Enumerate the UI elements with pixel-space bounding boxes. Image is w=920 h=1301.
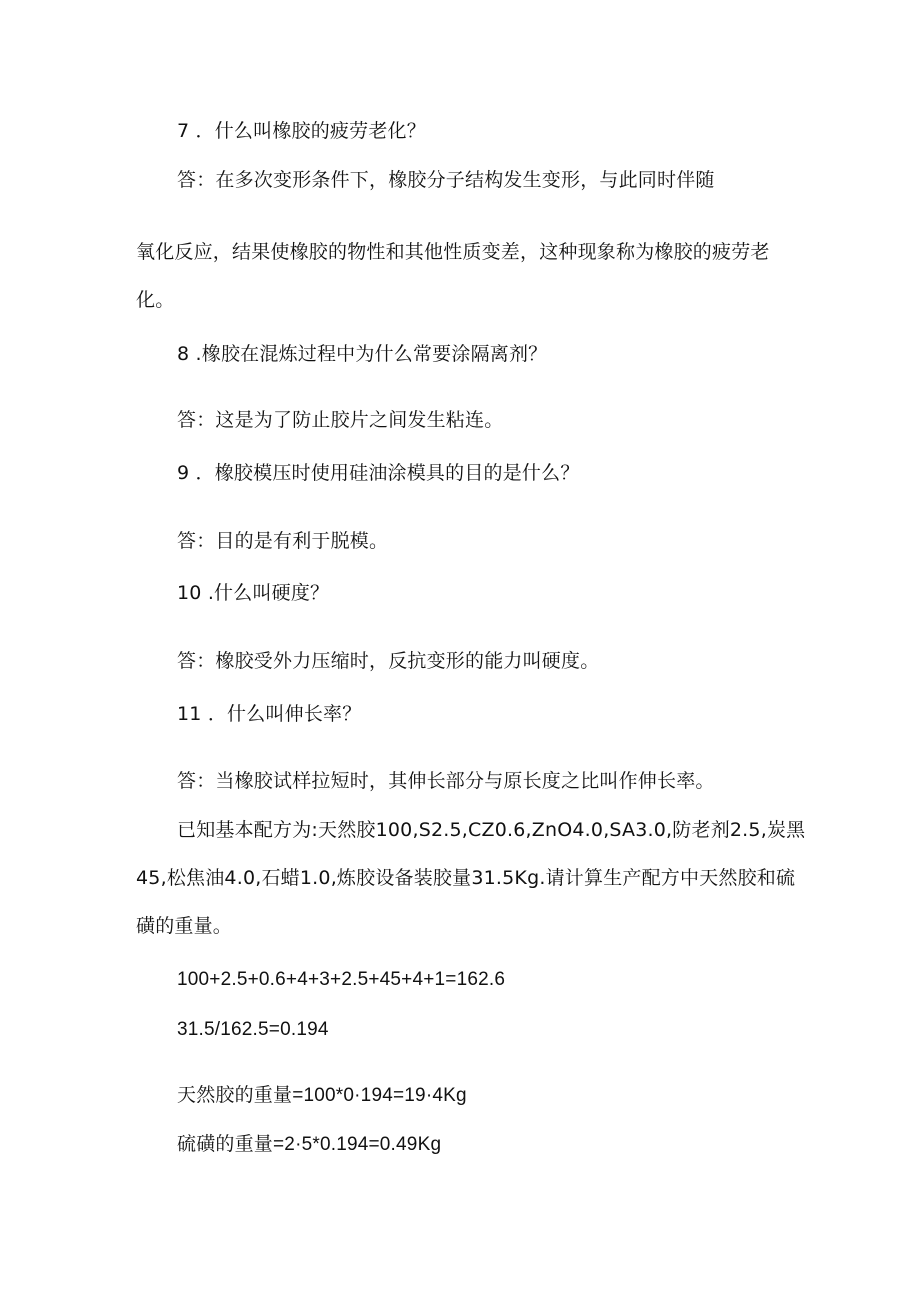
answer-11: 答：当橡胶试样拉短时，其伸长部分与原长度之比叫作伸长率。 <box>177 770 715 792</box>
problem-line-3: 磺的重量。 <box>136 915 233 937</box>
answer-7-line-2: 氧化反应，结果使橡胶的物性和其他性质变差，这种现象称为橡胶的疲劳老 <box>136 241 770 263</box>
question-7: 7 ．什么叫橡胶的疲劳老化？ <box>177 120 426 142</box>
answer-8: 答：这是为了防止胶片之间发生粘连。 <box>177 409 504 431</box>
question-10: 10 .什么叫硬度？ <box>177 582 330 604</box>
question-11: 11 ．什么叫伸长率？ <box>177 703 362 725</box>
problem-line-1: 已知基本配方为:天然胶100,S2.5,CZ0.6,ZnO4.0,SA3.0,防老剂2.5,炭黑 <box>177 819 806 841</box>
calc-sum: 100+2.5+0.6+4+3+2.5+45+4+1=162.6 <box>177 969 506 990</box>
calc-sulfur: 硫磺的重量=2·5*0.194=0.49Kg <box>177 1134 442 1155</box>
answer-9: 答：目的是有利于脱模。 <box>177 530 389 552</box>
answer-7-line-1: 答：在多次变形条件下，橡胶分子结构发生变形，与此同时伴随 <box>177 169 715 191</box>
answer-10: 答：橡胶受外力压缩时，反抗变形的能力叫硬度。 <box>177 650 600 672</box>
question-9: 9 ．橡胶模压时使用硅油涂模具的目的是什么？ <box>177 462 580 484</box>
calc-natural-rubber: 天然胶的重量=100*0·194=19·4Kg <box>177 1085 467 1106</box>
calc-ratio: 31.5/162.5=0.194 <box>177 1019 329 1040</box>
problem-line-2: 45,松焦油4.0,石蜡1.0,炼胶设备装胶量31.5Kg.请计算生产配方中天然胶和硫 <box>136 867 796 889</box>
answer-7-line-3: 化。 <box>136 289 175 311</box>
question-8: 8 .橡胶在混炼过程中为什么常要涂隔离剂？ <box>177 343 548 365</box>
